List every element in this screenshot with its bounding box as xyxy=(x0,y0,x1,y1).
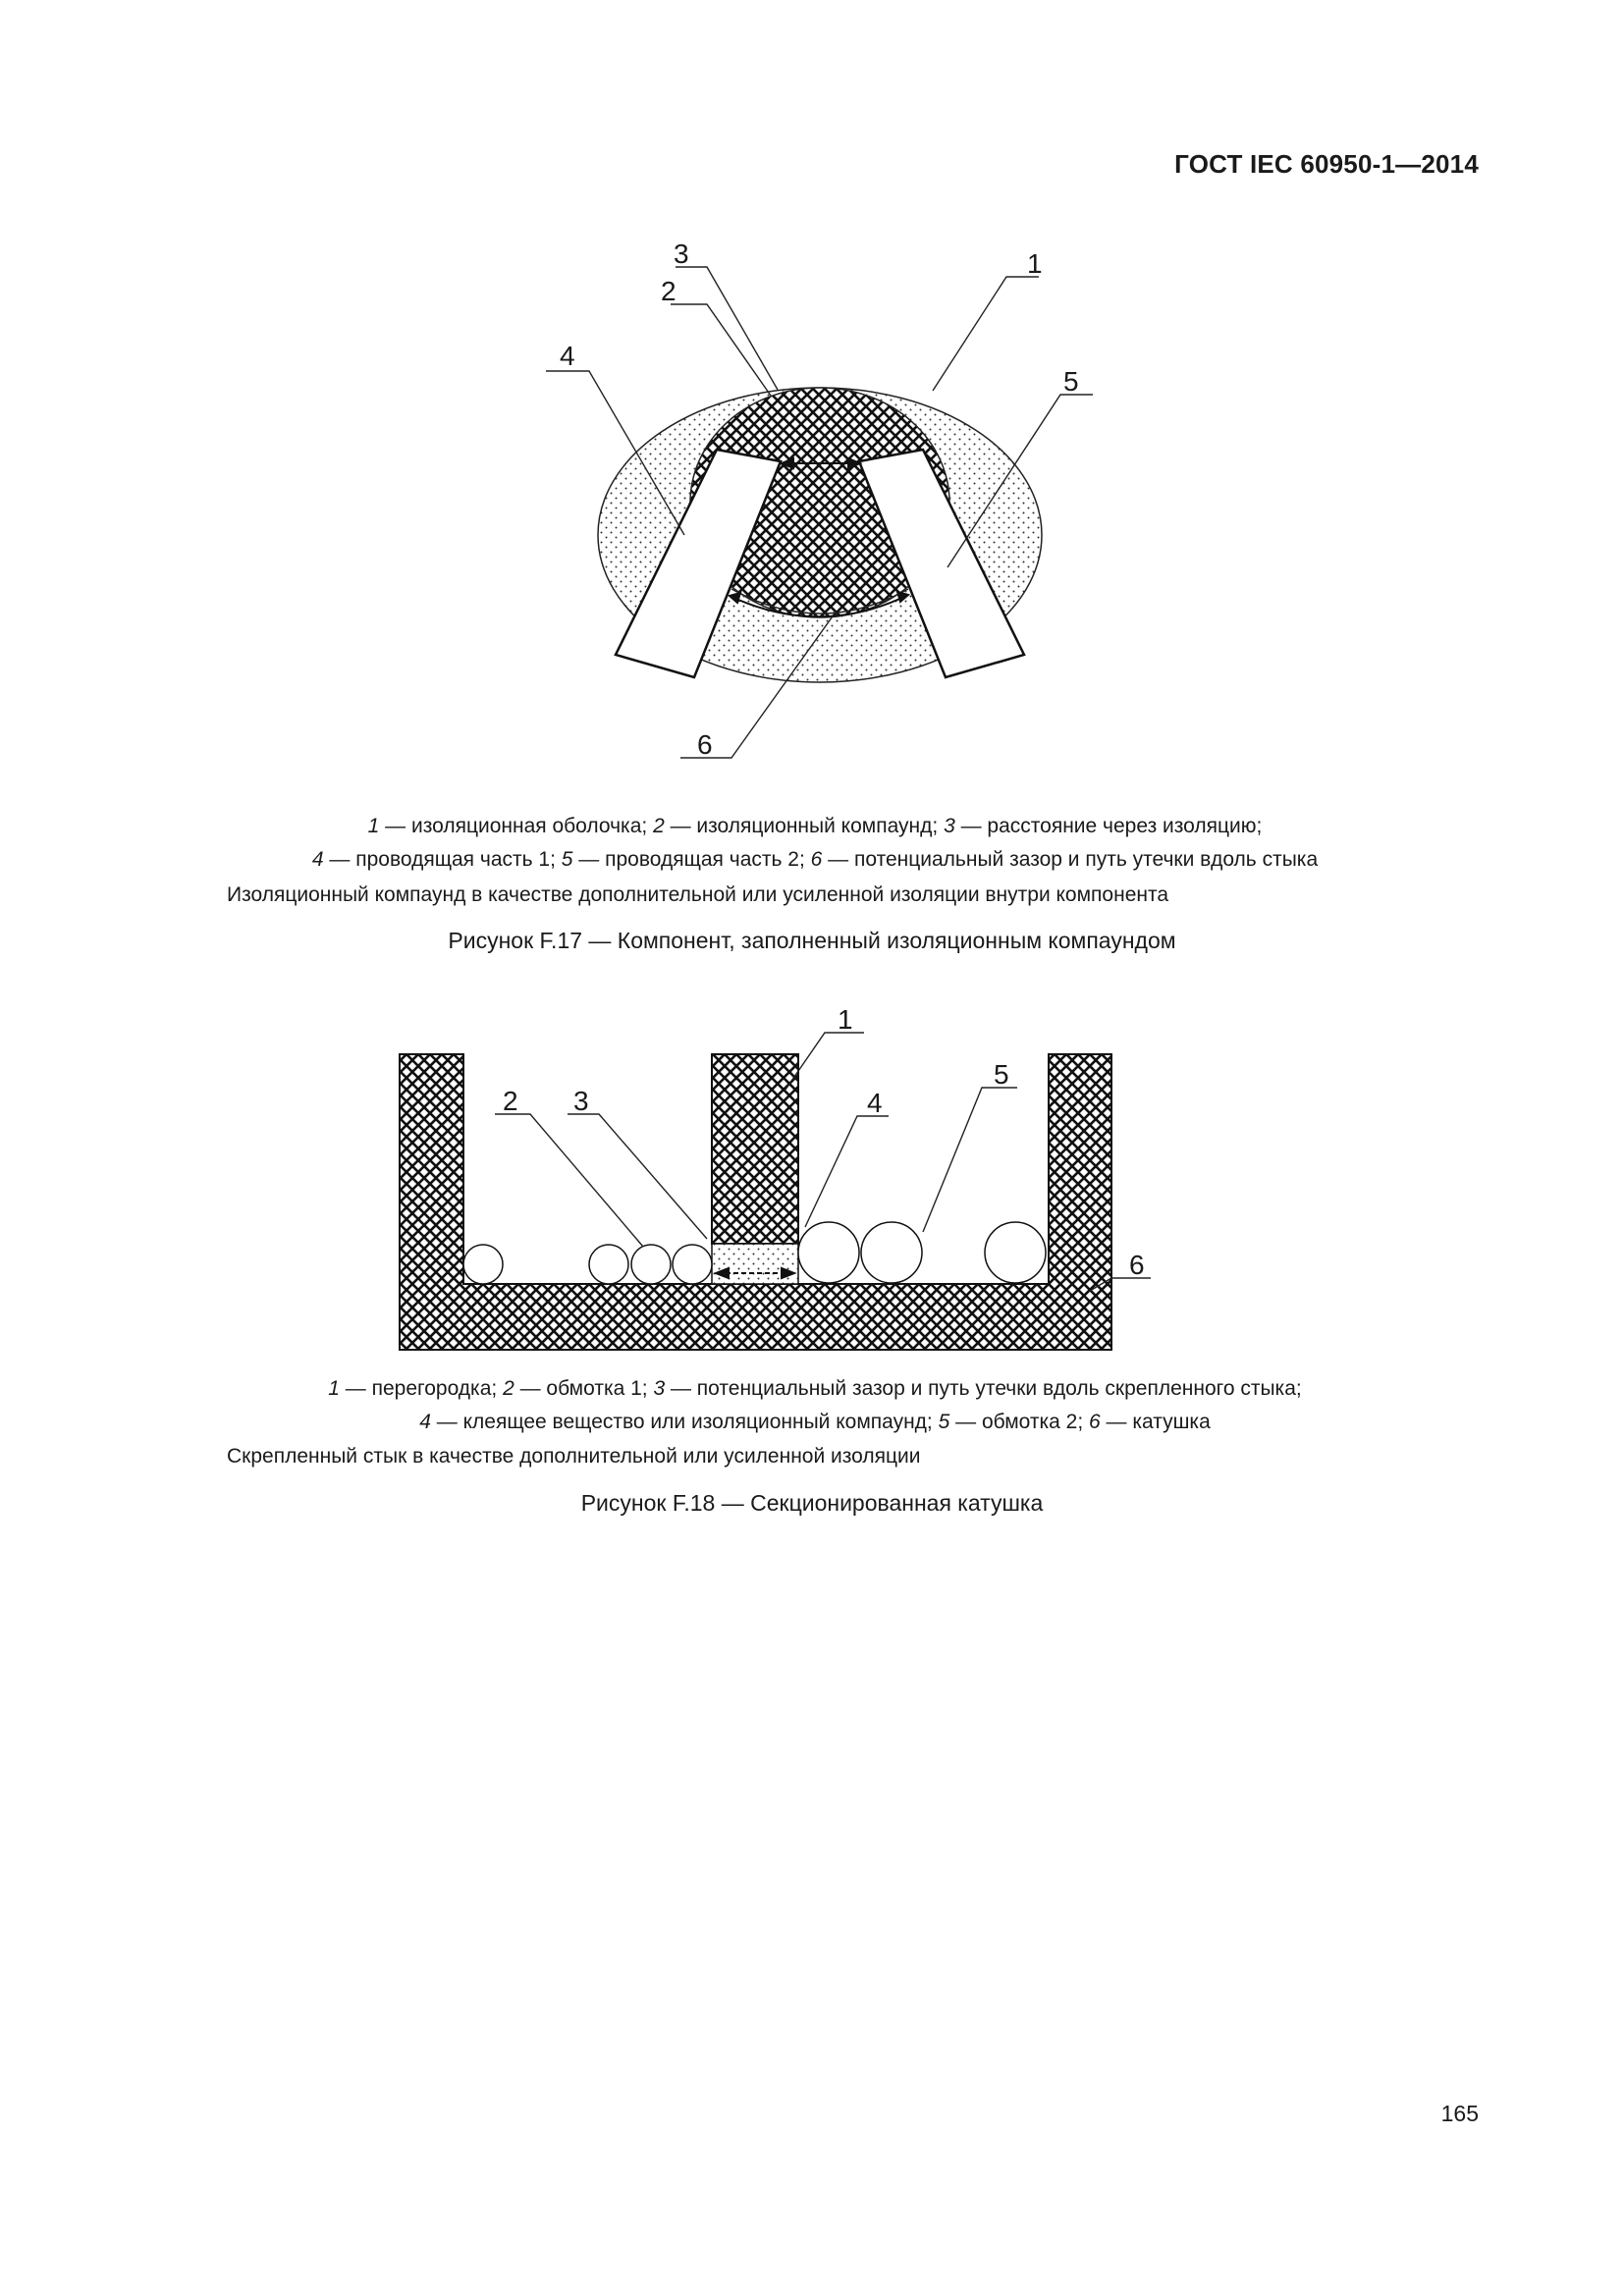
standard-header: ГОСТ IEC 60950-1—2014 xyxy=(1174,149,1479,179)
winding-1-turn xyxy=(673,1245,712,1284)
page-number: 165 xyxy=(1440,2101,1479,2126)
winding-1-turn xyxy=(589,1245,628,1284)
fig17-callout-5: 5 xyxy=(1063,366,1079,397)
legend-line-2: 4 — проводящая часть 1; 5 — проводящая часть 2; 6 — потенциальный зазор и путь утечки вдоль стыка xyxy=(311,848,1319,871)
fig17-callout-6: 6 xyxy=(697,729,713,760)
fig18-callout-6: 6 xyxy=(1129,1250,1145,1280)
fig17-callout-2: 2 xyxy=(661,276,677,306)
winding-2-turn xyxy=(985,1222,1046,1283)
fig18-callout-1: 1 xyxy=(838,1004,853,1035)
fig17-callout-3: 3 xyxy=(674,239,689,269)
fig18-callout-4: 4 xyxy=(867,1088,883,1118)
fig18-callout-5: 5 xyxy=(994,1059,1009,1090)
fig17-callout-4: 4 xyxy=(560,341,575,371)
figure-17-caption: Рисунок F.17 — Компонент, заполненный изоляционным компаундом xyxy=(448,928,1176,953)
winding-1-turn xyxy=(463,1245,503,1284)
figure-18-note: Скрепленный стык в качестве дополнительной или усиленной изоляции xyxy=(227,1445,921,1468)
legend-line-1: 1 — изоляционная оболочка; 2 — изоляционный компаунд; 3 — расстояние через изоляцию; xyxy=(367,815,1263,837)
figure-18-caption: Рисунок F.18 — Секционированная катушка xyxy=(580,1490,1044,1516)
winding-2-turn xyxy=(798,1222,859,1283)
fig17-callout-1: 1 xyxy=(1027,248,1043,279)
winding-2-turn xyxy=(861,1222,922,1283)
winding-1-turn xyxy=(631,1245,671,1284)
fig18-callout-3: 3 xyxy=(573,1086,589,1116)
legend-line-2: 4 — клеящее вещество или изоляционный компаунд; 5 — обмотка 2; 6 — катушка xyxy=(419,1411,1211,1433)
adhesive-joint xyxy=(712,1244,798,1284)
fig18-callout-2: 2 xyxy=(503,1086,518,1116)
figure-17-note: Изоляционный компаунд в качестве дополнительной или усиленной изоляции внутри компонента xyxy=(227,883,1169,906)
legend-line-1: 1 — перегородка; 2 — обмотка 1; 3 — потенциальный зазор и путь утечки вдоль скрепленного стыка; xyxy=(328,1377,1302,1400)
figure-18-legend xyxy=(177,1372,1453,1439)
partition-wall xyxy=(712,1054,798,1244)
